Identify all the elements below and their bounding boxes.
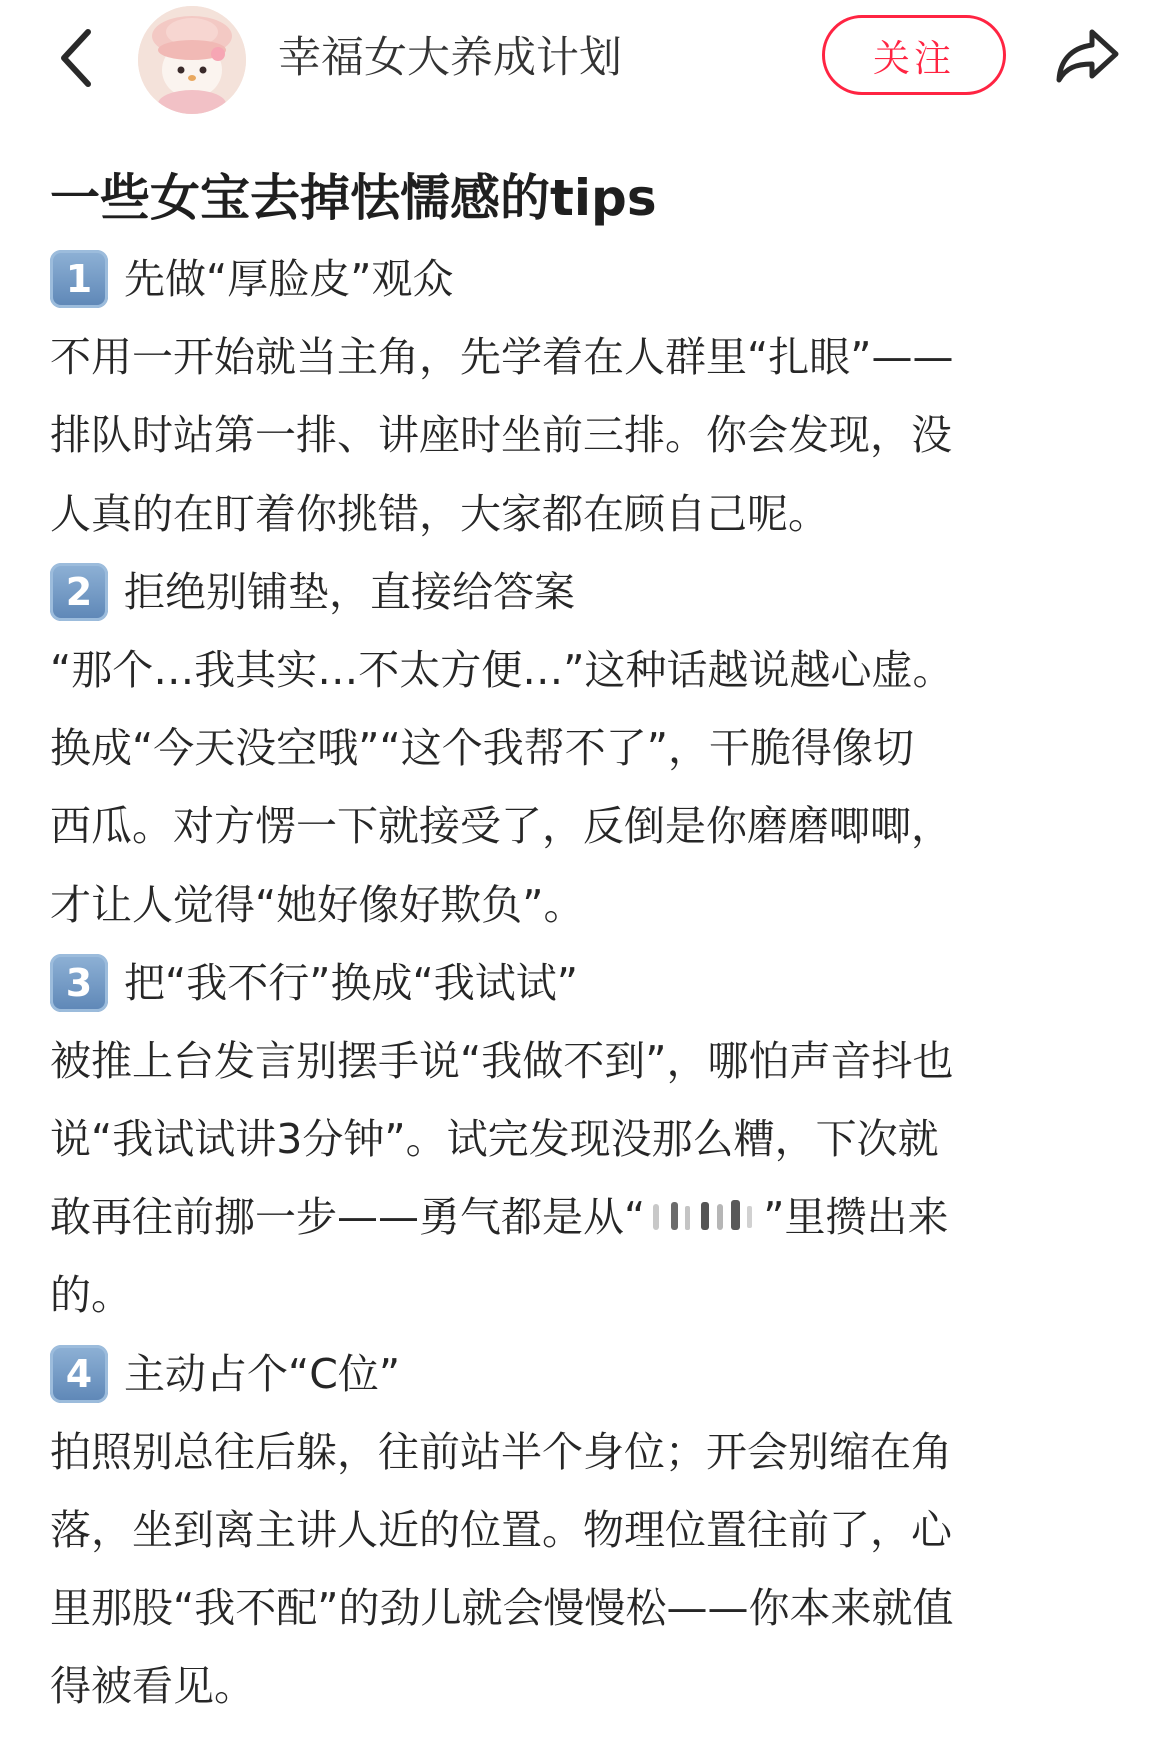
tip-body-line: 排队时站第一排、讲座时坐前三排。你会发现，没 — [50, 411, 952, 460]
tip-body-line: 西瓜。对方愣一下就接受了，反倒是你磨磨唧唧， — [50, 802, 952, 851]
top-bar — [0, 0, 1170, 120]
tip-heading-text: 把“我不行”换成“我试试” — [124, 958, 578, 1007]
back-button[interactable] — [46, 22, 106, 94]
tip-body-line: 得被看见。 — [50, 1662, 255, 1711]
tip-body-line: 不用一开始就当主角，先学着在人群里“扎眼”—— — [50, 333, 954, 382]
follow-button[interactable]: 关注 — [822, 15, 1006, 95]
tip-heading — [50, 944, 1125, 1022]
tip-body-line — [50, 1178, 1125, 1256]
tip-4 — [50, 1335, 1125, 1726]
tip-body-line: 换成“今天没空哦”“这个我帮不了”，干脆得像切 — [50, 724, 914, 773]
post-content — [50, 162, 1125, 1726]
keycap-number-icon: 2 — [50, 563, 108, 621]
tip-body-text: 敢再往前挪一步——勇气都是从“ — [50, 1193, 646, 1242]
keycap-number-icon: 1 — [50, 250, 108, 308]
tip-body-text: ”里攒出来 — [763, 1193, 949, 1242]
tip-heading — [50, 240, 1125, 318]
tip-body-line: 人真的在盯着你挑错，大家都在顾自己呢。 — [50, 489, 829, 538]
chevron-left-icon — [56, 26, 96, 90]
share-button[interactable] — [1048, 20, 1128, 92]
post-title: 一些女宝去掉怯懦感的tips — [50, 169, 657, 227]
tip-heading-text: 拒绝别铺垫，直接给答案 — [124, 567, 575, 616]
tip-heading — [50, 553, 1125, 631]
tip-3 — [50, 944, 1125, 1335]
tip-body-line: 拍照别总往后躲，往前站半个身位；开会别缩在角 — [50, 1427, 952, 1476]
tip-heading — [50, 1335, 1125, 1413]
tip-body-line: 的。 — [50, 1271, 132, 1320]
tip-heading-text: 主动占个“C位” — [124, 1349, 401, 1398]
tip-1 — [50, 240, 1125, 553]
tip-body-line: 才让人觉得“她好像好欺负”。 — [50, 880, 585, 929]
share-arrow-icon — [1054, 26, 1122, 86]
tip-heading-text: 先做“厚脸皮”观众 — [124, 255, 454, 303]
tip-body-line: 里那股“我不配”的劲儿就会慢慢松——你本来就值 — [50, 1584, 954, 1633]
author-name[interactable]: 幸福女大养成计划 — [278, 33, 622, 83]
keycap-number-icon: 3 — [50, 954, 108, 1012]
author-avatar[interactable] — [138, 6, 246, 114]
tip-body-line: 落，坐到离主讲人近的位置。物理位置往前了，心 — [50, 1506, 952, 1554]
tip-body-line: 被推上台发言别摆手说“我做不到”，哪怕声音抖也 — [50, 1036, 954, 1085]
keycap-number-icon: 4 — [50, 1345, 108, 1403]
tip-2 — [50, 553, 1125, 944]
tip-body-line: “那个…我其实…不太方便…”这种话越说越心虚。 — [50, 645, 954, 694]
blurred-word — [645, 1198, 763, 1234]
melody-avatar-icon — [138, 6, 246, 114]
tip-body-line: 说“我试试讲3分钟”。试完发现没那么糟，下次就 — [50, 1115, 939, 1164]
